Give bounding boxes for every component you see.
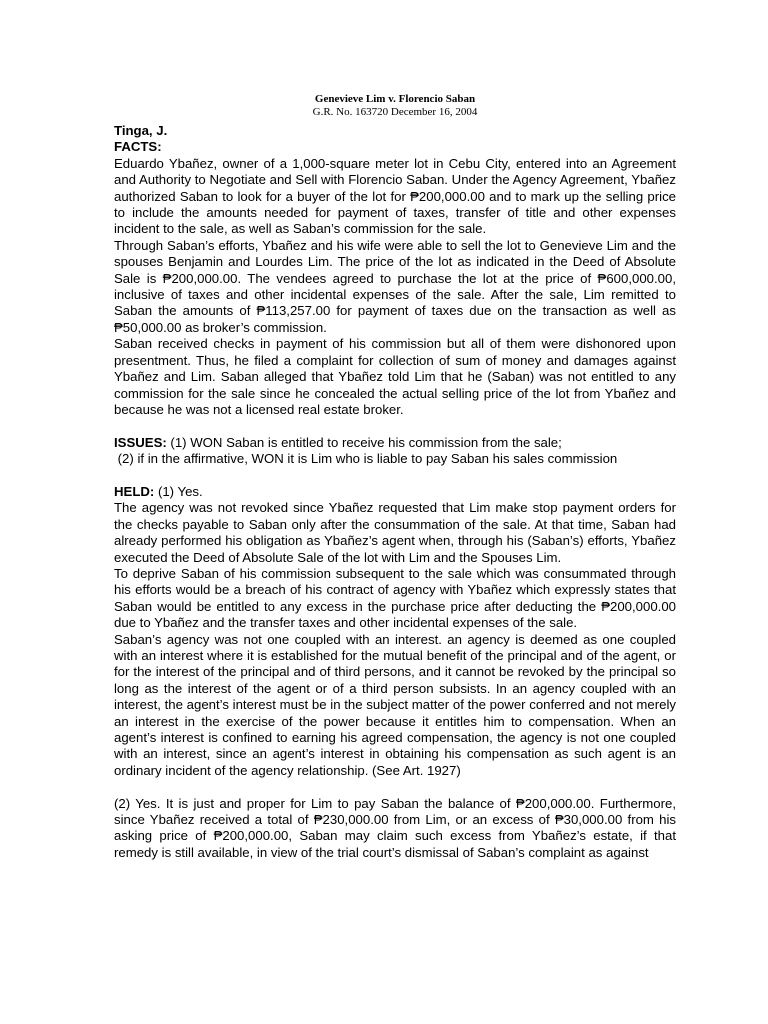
issue-line-2: (2) if in the affirmative, WON it is Lim who is liable to pay Saban his sales commission <box>114 451 618 467</box>
spacer <box>114 468 676 484</box>
facts-paragraph: Eduardo Ybañez, owner of a 1,000-square meter lot in Cebu City, entered into an Agreement and Authority to Negotiate and Sell with Florencio Saban. Under the Agency Agreement, Ybañez authorized Saban to look for a buyer of the lot for ₱200,000.00 and to mark up the selling price to include the amounts needed for payment of taxes, transfer of title and other expenses incident to the sale, as well as Saban’s commission for the sale. <box>114 155 676 237</box>
spacer <box>114 779 676 795</box>
case-title: Genevieve Lim v. Florencio Saban <box>314 93 476 105</box>
issue-line-1 <box>114 435 676 451</box>
facts-paragraph: Saban received checks in payment of his commission but all of them were dishonored upon presentment. Thus, he filed a complaint for collection of sum of money and damages against Ybañez and Lim. Saban alleged that Ybañez told Lim that he (Saban) was not entitled to any commission for the sale since he concealed the actual selling price of the lot from Ybañez and because he was not a licensed real estate broker. <box>114 336 676 417</box>
case-header <box>0 93 768 119</box>
issues-heading: ISSUES: <box>114 434 167 450</box>
case-citation: G.R. No. 163720 December 16, 2004 <box>312 106 478 118</box>
case-digest-body <box>114 123 676 861</box>
facts-heading: FACTS: <box>114 139 162 155</box>
facts-paragraph: Through Saban’s efforts, Ybañez and his wife were able to sell the lot to Genevieve Lim and the spouses Benjamin and Lourdes Lim. The price of the lot as indicated in the Deed of Absolute Sale is ₱200,000.00. The vendees agreed to purchase the lot at the price of ₱600,000.00, inclusive of taxes and other incidental expenses of the sale. After the sale, Lim remitted to Saban the amounts of ₱113,257.00 for payment of taxes due on the transaction as well as ₱50,000.00 as broker’s commission. <box>114 237 676 335</box>
held-answer-2: (2) Yes. It is just and proper for Lim to pay Saban the balance of ₱200,000.00. Furthermore, since Ybañez received a total of ₱230,000.00 from Lim, or an excess of ₱30,000.00 from his asking price of ₱200,000.00, Saban may claim such excess from Ybañez’s estate, if that remedy is still available, in view of the trial court’s dismissal of Saban’s complaint as against <box>114 795 676 860</box>
issue-1-text: (1) WON Saban is entitled to receive his commission from the sale; <box>166 434 562 450</box>
held-paragraph: To deprive Saban of his commission subsequent to the sale which was consummated through his efforts would be a breach of his contract of agency with Ybañez which expressly states that Saban would be entitled to any excess in the purchase price after deducting the ₱200,000.00 due to Ybañez and the transfer taxes and other incidental expenses of the sale. <box>114 565 676 631</box>
held-answer-1: (1) Yes. <box>154 483 203 499</box>
held-paragraph: Saban’s agency was not one coupled with an interest. an agency is deemed as one coupled with an interest where it is established for the mutual benefit of the principal and of the agent, or for the interest of the principal and of third persons, and it cannot be revoked by the principal so long as the interest of the agent or of a third person subsists. In an agency coupled with an interest, the agent’s interest must be in the subject matter of the power conferred and not merely an interest in the exercise of the power because it entitles him to compensation. When an agent’s interest is confined to earning his agreed compensation, the agency is not one coupled with an interest, since an agent’s interest in obtaining his compensation as such agent is an ordinary incident of the agency relationship. (See Art. 1927) <box>114 631 676 778</box>
ponente: Tinga, J. <box>114 123 168 138</box>
held-line <box>114 484 676 500</box>
held-heading: HELD: <box>114 483 155 499</box>
held-paragraph: The agency was not revoked since Ybañez requested that Lim make stop payment orders for the checks payable to Saban only after the consummation of the sale. At that time, Saban had already performed his obligation as Ybañez’s agent when, through his (Saban’s) efforts, Ybañez executed the Deed of Absolute Sale of the lot with Lim and the Spouses Lim. <box>114 500 676 565</box>
spacer <box>114 418 676 434</box>
